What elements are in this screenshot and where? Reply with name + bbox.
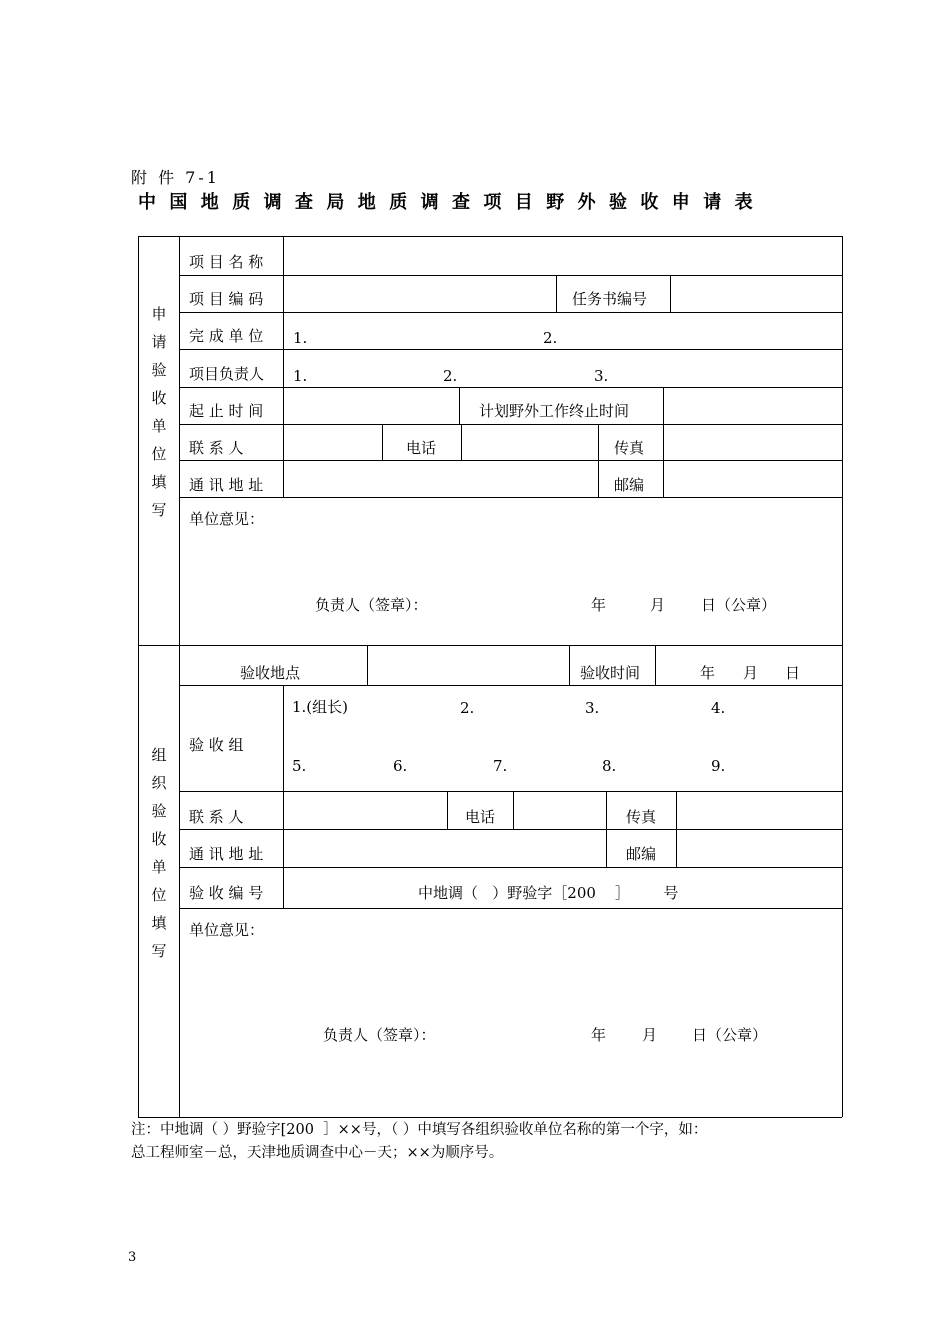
cell-divider <box>598 424 599 497</box>
page-number: 3 <box>128 1250 137 1265</box>
contact-label: 联 系 人 <box>189 439 244 457</box>
label-column-divider <box>283 236 284 497</box>
project-name-label: 项 目 名 称 <box>189 253 264 271</box>
group-label: 验 收 组 <box>189 736 244 754</box>
member-3[interactable]: 3. <box>585 699 600 717</box>
row-line <box>179 829 842 830</box>
attachment-label: 附 件 7-1 <box>131 168 220 187</box>
contact-label-2: 联 系 人 <box>189 808 244 826</box>
sign-year: 年 <box>591 596 607 614</box>
label-column-divider <box>283 685 284 908</box>
fax-label-2: 传真 <box>626 808 657 826</box>
cell-divider <box>676 791 677 867</box>
member-9[interactable]: 9. <box>711 757 726 775</box>
member-7[interactable]: 7. <box>493 757 508 775</box>
section-divider <box>138 645 842 646</box>
cell-divider <box>606 791 607 867</box>
cell-divider <box>459 387 460 424</box>
opinion-label-2: 单位意见： <box>189 921 265 939</box>
location-field[interactable] <box>369 647 568 684</box>
table-border-left <box>138 236 139 1117</box>
cell-divider <box>513 791 514 829</box>
note-line-2: 总工程师室－总，天津地质调查中心－天；××为顺序号。 <box>131 1145 504 1161</box>
cell-divider <box>447 791 448 829</box>
leader-2[interactable]: 2. <box>443 367 458 385</box>
phone-label-2: 电话 <box>465 808 496 826</box>
fax-label: 传真 <box>614 439 645 457</box>
member-5[interactable]: 5. <box>292 757 307 775</box>
opinion-label: 单位意见： <box>189 510 265 528</box>
completion-unit-label: 完 成 单 位 <box>189 327 264 345</box>
cell-divider <box>670 275 671 312</box>
sign-month: 月 <box>650 596 666 614</box>
acceptance-no-value[interactable]: 中地调（ ）野验字［200 ］ 号 <box>418 884 679 902</box>
leader-1[interactable]: 1. <box>293 367 308 385</box>
cell-divider <box>655 645 656 685</box>
sign-day-seal: 日（公章） <box>701 596 777 614</box>
cell-divider <box>382 424 383 460</box>
member-2[interactable]: 2. <box>460 699 475 717</box>
cell-divider <box>569 645 570 685</box>
time-day: 日 <box>785 664 801 682</box>
project-code-label: 项 目 编 码 <box>189 290 264 308</box>
cell-divider <box>461 424 462 460</box>
member-4[interactable]: 4. <box>711 699 726 717</box>
time-label: 验收时间 <box>580 664 641 682</box>
table-border-right <box>842 236 843 1117</box>
phone-label: 电话 <box>406 439 437 457</box>
completion-unit-1[interactable]: 1. <box>293 329 308 347</box>
cell-divider <box>663 387 664 497</box>
field-end-field[interactable] <box>665 389 841 423</box>
row-line <box>179 685 842 686</box>
address-label: 通 讯 地 址 <box>189 476 264 494</box>
cell-divider <box>367 645 368 685</box>
completion-unit-2[interactable]: 2. <box>543 329 558 347</box>
form-title: 中国地质调查局地质调查项目野外验收申请表 <box>138 192 766 213</box>
sign-label: 负责人（签章）： <box>315 596 428 614</box>
leader-3[interactable]: 3. <box>594 367 609 385</box>
field-end-label: 计划野外工作终止时间 <box>479 402 630 420</box>
address-label-2: 通 讯 地 址 <box>189 845 264 863</box>
note-line-1: 注：中地调（ ）野验字[200 ］××号，（ ）中填写各组织验收单位名称的第一个字，如： <box>131 1122 708 1138</box>
section2-side-label: 组织验收单位填写 <box>151 746 167 960</box>
row-line <box>179 312 842 313</box>
sign-month-2: 月 <box>642 1026 658 1044</box>
table-border-top <box>138 236 842 237</box>
acceptance-no-label: 验 收 编 号 <box>189 884 264 902</box>
member-1[interactable]: 1.(组长) <box>292 698 349 716</box>
project-code-field[interactable] <box>285 277 555 311</box>
row-line <box>179 275 842 276</box>
task-no-label: 任务书编号 <box>572 290 648 308</box>
project-name-field[interactable] <box>285 238 841 274</box>
row-line <box>179 387 842 388</box>
time-month: 月 <box>743 664 759 682</box>
postcode-label: 邮编 <box>614 476 645 494</box>
location-label: 验收地点 <box>240 664 301 682</box>
sign-label-2: 负责人（签章）： <box>323 1026 436 1044</box>
table-border-bottom <box>138 1117 842 1118</box>
sign-day-seal-2: 日（公章） <box>692 1026 768 1044</box>
section1-side-label: 申请验收单位填写 <box>151 305 167 519</box>
row-line <box>179 349 842 350</box>
member-8[interactable]: 8. <box>602 757 617 775</box>
row-line <box>179 497 842 498</box>
time-year: 年 <box>700 664 716 682</box>
member-6[interactable]: 6. <box>393 757 408 775</box>
side-column-divider <box>179 236 180 1117</box>
postcode-label-2: 邮编 <box>626 845 657 863</box>
task-no-field[interactable] <box>672 277 841 311</box>
period-field[interactable] <box>285 389 458 423</box>
row-line <box>179 424 842 425</box>
period-label: 起 止 时 间 <box>189 402 264 420</box>
row-line <box>179 867 842 868</box>
leader-label: 项目负责人 <box>189 365 265 383</box>
sign-year-2: 年 <box>591 1026 607 1044</box>
row-line <box>179 460 842 461</box>
cell-divider <box>556 275 557 312</box>
row-line <box>179 908 842 909</box>
row-line <box>179 791 842 792</box>
